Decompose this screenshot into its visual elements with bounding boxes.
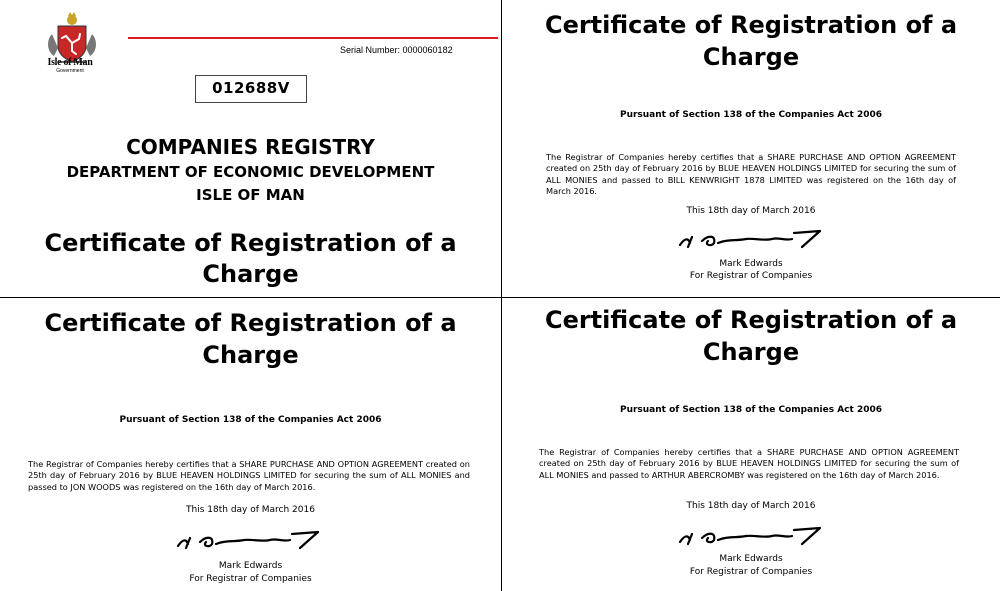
pursuant-line: Pursuant of Section 138 of the Companies Act 2006	[119, 415, 382, 425]
island-name: ISLE OF MAN	[196, 186, 305, 204]
signatory-name: Mark Edwards	[218, 561, 283, 571]
certificate-title-line1: Certificate of Registration of a	[44, 309, 457, 337]
certificate-body: The Registrar of Companies hereby certifies that a SHARE PURCHASE AND OPTION AGREEMENT created on 25th day of February 2016 by BLUE HEAVEN HOLDINGS LIMITED for securing the sum of ALL MONIES and passed to JON WOODS was registered on the 16th day of March 2016.	[28, 459, 470, 492]
vertical-divider	[501, 0, 502, 591]
registry-title: COMPANIES REGISTRY	[126, 135, 375, 159]
department-name: DEPARTMENT OF ECONOMIC DEVELOPMENT	[66, 163, 435, 181]
certificate-body: The Registrar of Companies hereby certifies that a SHARE PURCHASE AND OPTION AGREEMENT created on 25th day of February 2016 by BLUE HEAVEN HOLDINGS LIMITED for securing the sum of ALL MONIES and passed to BILL KENWRIGHT 1878 LIMITED was registered on the 16th day of March 2016.	[546, 152, 956, 197]
certificate-cover-panel	[0, 0, 501, 297]
certificate-title-line1: Certificate of Registration of a	[544, 306, 958, 334]
certificate-title-line2: Charge	[702, 338, 800, 366]
registration-number-box: 012688V	[195, 75, 307, 103]
certificate-title-line1: Certificate of Registration of a	[544, 11, 958, 39]
serial-number: Serial Number: 0000060182	[340, 45, 453, 55]
signatory-role: For Registrar of Companies	[189, 574, 312, 584]
certificate-title-line2: Charge	[702, 43, 800, 71]
certificate-title-line2: Charge	[202, 341, 299, 369]
certificate-panel-2	[0, 298, 501, 591]
government-logo-text	[38, 58, 102, 74]
signatory-role: For Registrar of Companies	[689, 271, 813, 281]
signatory-role: For Registrar of Companies	[689, 567, 813, 577]
signature-icon	[674, 522, 824, 548]
logo-subtitle: Government	[56, 68, 84, 74]
certificate-title	[0, 228, 501, 290]
date-line: This 18th day of March 2016	[686, 206, 816, 216]
logo-name: Isle of Man	[47, 57, 93, 68]
certificate-title-line1: Certificate of Registration of a	[44, 229, 457, 257]
certificate-body: The Registrar of Companies hereby certifies that a SHARE PURCHASE AND OPTION AGREEMENT created on 25th day of February 2016 by BLUE HEAVEN HOLDINGS LIMITED for securing the sum of ALL MONIES and passed to ARTHUR ABERCROMBY was registered on the 16th day of March 2016.	[539, 447, 959, 480]
signature-icon	[172, 526, 322, 552]
pursuant-line: Pursuant of Section 138 of the Companies Act 2006	[619, 405, 883, 415]
horizontal-divider	[0, 297, 1000, 298]
certificate-panel-1	[502, 0, 1000, 297]
certificate-title	[0, 307, 501, 371]
certificate-panel-3	[502, 298, 1000, 591]
certificate-title-line2: Charge	[202, 260, 299, 288]
date-line: This 18th day of March 2016	[186, 505, 315, 515]
date-line: This 18th day of March 2016	[686, 501, 816, 511]
certificate-title	[502, 304, 1000, 368]
certificate-title	[502, 9, 1000, 73]
signature-icon	[674, 225, 824, 251]
header-rule	[128, 37, 498, 39]
signatory-name: Mark Edwards	[719, 259, 783, 269]
pursuant-line: Pursuant of Section 138 of the Companies Act 2006	[619, 110, 883, 120]
signatory-name: Mark Edwards	[719, 554, 783, 564]
